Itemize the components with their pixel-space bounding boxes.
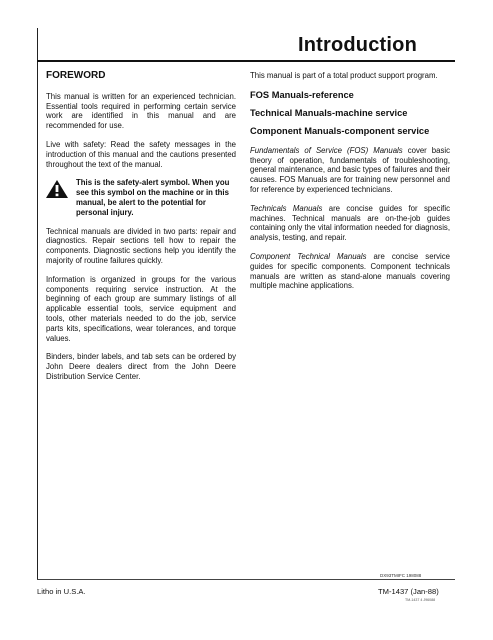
component-manuals-text: are concise service guides for specific components. Component technicals manuals are written as stand-alone manuals covering multiple machine applications.	[250, 251, 450, 291]
left-column	[46, 71, 236, 391]
fos-manuals-title: Fundamentals of Service (FOS) Manuals	[250, 145, 403, 155]
page-title: Introduction	[297, 34, 417, 56]
foreword-heading: FOREWORD	[46, 70, 106, 81]
fos-manuals-heading: FOS Manuals-reference	[250, 89, 354, 100]
right-column	[250, 71, 450, 300]
fos-manuals-text: cover basic theory of operation, fundamentals of troubleshooting, general maintenance, and basic types of failures and their causes. FOS Manuals are for training new personnel and for reference by experienced technicians.	[250, 145, 450, 194]
support-program-intro: This manual is part of a total product support program.	[250, 71, 438, 80]
fos-manuals-paragraph	[250, 146, 450, 195]
safety-alert-block	[46, 178, 236, 217]
safety-alert-triangle-icon	[46, 180, 68, 198]
footer-rule	[37, 579, 455, 580]
technical-manuals-text: are concise guides for specific machines. Technical manuals are on-the-job guides containing only the vital information needed for diagnosis, analysis, testing, and repair.	[250, 203, 450, 243]
safety-alert-text: This is the safety-alert symbol. When you see this symbol on the machine or in this manual, be alert to the potential for personal injury.	[76, 178, 230, 217]
component-manuals-paragraph	[250, 252, 450, 291]
foreword-paragraph-4: Information is organized in groups for the various components requiring service instruction. At the beginning of each group are summary listings of all applicable essential tools, service equipment and tools, other materials needed to do the job, service parts kits, specifications, wear tolerances, and torque values.	[46, 274, 236, 343]
footer-manual-number: TM-1437 (Jan-88)	[378, 587, 439, 596]
foreword-paragraph-3: Technical manuals are divided in two parts: repair and diagnostics. Repair sections tell how to repair the components. Diagnostic sections help you identify the majority of routine failures quickly.	[46, 226, 236, 265]
footer-code: DX93TMIFC 198088	[380, 573, 422, 578]
foreword-paragraph-2: Live with safety: Read the safety messages in the introduction of this manual and the cautions presented throughout the text of the manual.	[46, 139, 236, 169]
page-header	[37, 30, 457, 62]
footer-litho: Litho in U.S.A.	[37, 587, 86, 596]
left-margin-rule	[37, 28, 38, 580]
technical-manuals-heading: Technical Manuals-machine service	[250, 107, 408, 118]
foreword-paragraph-5: Binders, binder labels, and tab sets can be ordered by John Deere dealers direct from the John Deere Distribution Service Center.	[46, 352, 236, 381]
component-manuals-title: Component Technical Manuals	[250, 251, 367, 261]
technical-manuals-title: Technicals Manuals	[250, 203, 323, 213]
footer-tiny-code: TM-1437 4 J96088	[405, 598, 436, 602]
component-manuals-heading: Component Manuals-component service	[250, 125, 430, 136]
header-rule	[37, 60, 455, 62]
technical-manuals-paragraph	[250, 204, 450, 243]
foreword-paragraph-1: This manual is written for an experienced technician. Essential tools required in performing certain service work are identified in this manual and are recommended for use.	[46, 91, 236, 131]
